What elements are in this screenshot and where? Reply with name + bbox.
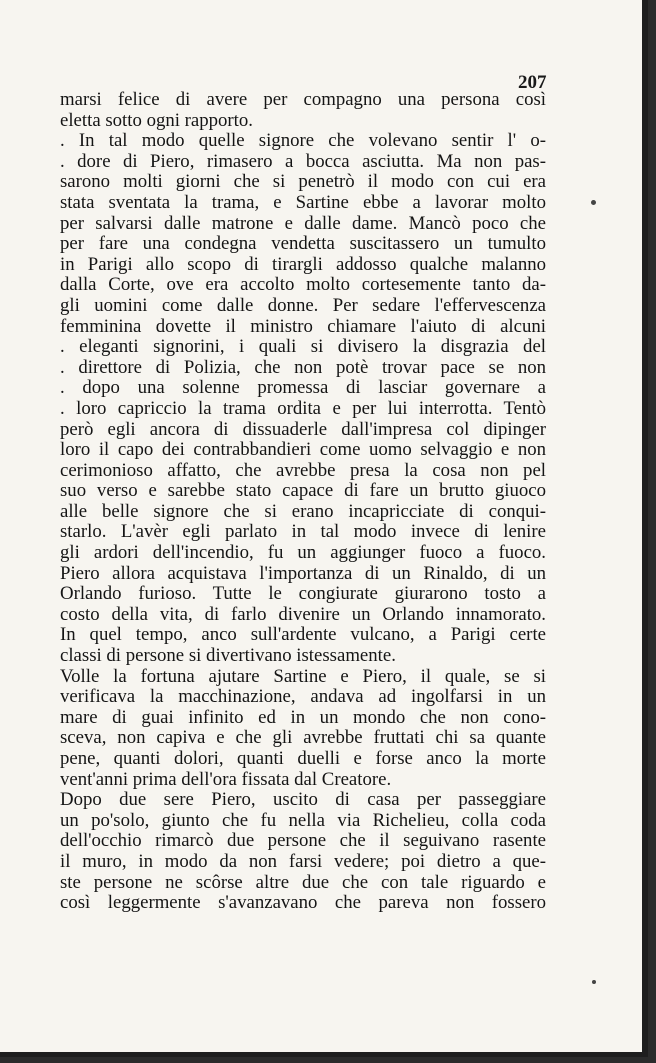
text-line: . dore di Piero, rimasero a bocca asciutta. Ma non pas- (60, 151, 546, 172)
text-line: loro il capo dei contrabbandieri come uomo selvaggio e non (60, 440, 546, 461)
text-line: mare di guai infinito ed in un mondo che non cono- (60, 707, 546, 728)
text-line: sarono molti giorni che si penetrò il modo con cui era (60, 172, 546, 193)
text-line: il muro, in modo da non farsi vedere; poi dietro a que- (60, 851, 546, 872)
text-line: classi di persone si divertivano istessamente. (60, 646, 396, 667)
text-line: . direttore di Polizia, che non potè trovar pace se non (60, 357, 546, 378)
text-line: femminina dovette il ministro chiamare l'aiuto di alcuni (60, 316, 546, 337)
text-line: per salvarsi dalle matrone e dalle dame. Mancò poco che (60, 213, 546, 234)
text-line: starlo. L'avèr egli parlato in tal modo invece di lenire (60, 522, 546, 543)
text-line: . In tal modo quelle signore che volevano sentir l' o- (60, 131, 546, 152)
text-line: però egli ancora di dissuaderle dall'impresa col dipinger (60, 419, 546, 440)
text-line: vent'anni prima dell'ora fissata dal Creatore. (60, 769, 392, 790)
text-line: eletta sotto ogni rapporto. (60, 110, 253, 131)
text-line: per fare una condegna vendetta suscitassero un tumulto (60, 234, 546, 255)
text-line: così leggermente s'avanzavano che pareva non fossero (60, 893, 546, 914)
ink-speck (591, 200, 596, 205)
text-line: pene, quanti dolori, quanti duelli e forse anco la morte (60, 749, 546, 769)
text-line: ste persone ne scôrse altre due che con tale riguardo e (60, 872, 546, 893)
text-line: alle belle signore che si erano incapricciate di conqui- (60, 501, 546, 522)
text-line: gli uomini come dalle donne. Per sedare l'effervescenza (60, 295, 546, 316)
text-line: cerimonioso affatto, che avrebbe presa la cosa non pel (60, 460, 546, 481)
page-number: 207 (518, 72, 547, 93)
text-line: . dopo una solenne promessa di lasciar governare a (60, 378, 546, 399)
text-line: suo verso e sarebbe stato capace di fare un brutto giuoco (60, 481, 546, 502)
text-line: costo della vita, di farlo divenire un Orlando innamorato. (60, 604, 546, 625)
text-line: In quel tempo, anco sull'ardente vulcano, a Parigi certe (60, 625, 546, 646)
text-line: in Parigi allo scopo di tirargli addosso qualche malanno (60, 254, 546, 275)
ink-speck (592, 980, 596, 984)
text-line: sceva, non capiva e che gli avrebbe fruttati chi sa quante (60, 728, 546, 749)
body-text (60, 90, 546, 914)
text-line: stata sventata la trama, e Sartine ebbe a lavorar molto (60, 192, 546, 213)
text-line: verificava la macchinazione, andava ad ingolfarsi in un (60, 687, 546, 708)
text-line: dalla Corte, ove era accolto molto cortesemente tanto da- (60, 275, 546, 296)
text-line: Piero allora acquistava l'importanza di un Rinaldo, di un (60, 563, 546, 584)
text-line: Volle la fortuna ajutare Sartine e Piero, il quale, se si (60, 666, 546, 687)
text-line: gli ardori dell'incendio, fu un aggiunger fuoco a fuoco. (60, 543, 546, 564)
text-line: . eleganti signorini, i quali si divisero la disgrazia del (60, 337, 546, 358)
text-line: dell'occhio rimarcò due persone che il seguivano rasente (60, 831, 546, 852)
text-line: Orlando furioso. Tutte le congiurate giurarono tosto a (60, 584, 546, 605)
text-line: un po'solo, giunto che fu nella via Richelieu, colla coda (60, 810, 546, 831)
text-line: . loro capriccio la trama ordita e per lui interrotta. Tentò (60, 398, 546, 419)
text-line: Dopo due sere Piero, uscito di casa per passeggiare (60, 790, 546, 811)
text-line: marsi felice di avere per compagno una persona così (60, 90, 546, 110)
